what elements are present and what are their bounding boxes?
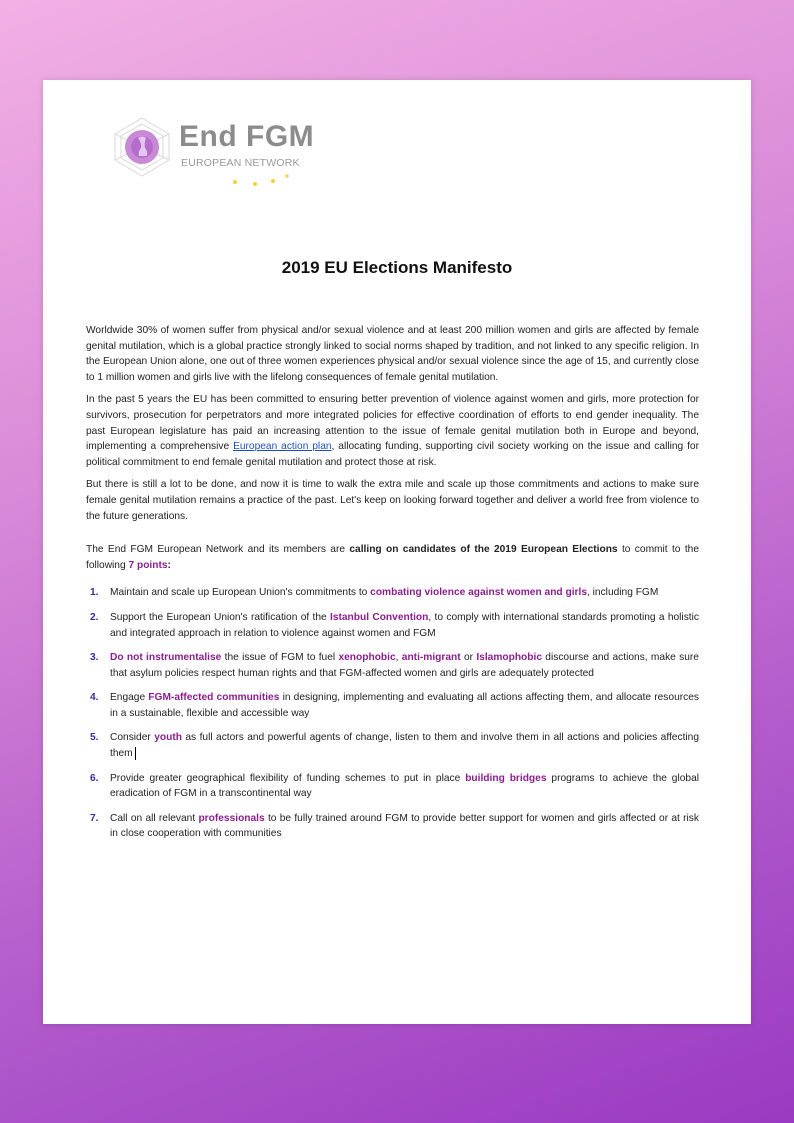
call-text: to commit to the following [86, 544, 699, 571]
list-item [86, 730, 699, 761]
stars-icon [169, 170, 289, 190]
item-text: to be fully trained around FGM to provide better support for women and girls affected or at risk in close cooperation with communities [110, 812, 699, 840]
list-item [86, 690, 699, 721]
item-highlight: xenophobic [338, 652, 396, 664]
item-text: or [460, 652, 477, 664]
item-highlight: combating violence against women and girls [370, 587, 587, 599]
item-text: Maintain and scale up European Union's commitments to [110, 587, 371, 599]
document-page [43, 80, 751, 1024]
item-text: Call on all relevant [110, 812, 199, 824]
item-text: as full actors and powerful agents of change, listen to them and involve them in all actions and policies affecting them [110, 732, 699, 760]
call-text: The End FGM European Network and its members are [86, 544, 350, 556]
item-highlight: Do not instrumentalise [110, 652, 222, 664]
item-number: 7. [90, 812, 99, 824]
item-text: discourse and actions, make sure that asylum policies respect human rights and that FGM-affected women and girls are adequately protected [110, 652, 699, 679]
call-bold-text: calling on candidates of the 2019 European Elections [349, 544, 618, 556]
page-title: 2019 EU Elections Manifesto [281, 258, 513, 277]
item-number: 2. [90, 611, 99, 623]
item-highlight: Islamophobic [476, 652, 542, 664]
list-item [86, 585, 699, 601]
item-highlight: professionals [198, 812, 265, 824]
item-number: 4. [90, 692, 99, 704]
manifesto-body [86, 323, 699, 851]
item-text: Support the European Union's ratification of the [110, 611, 330, 623]
paragraph-text: In the past 5 years the EU has been committed to ensuring better prevention of violence against women and girls, more protection for survivors, prosecution for perpetrators and more integrated policies for effective coordination of efforts to end gender inequality. The past European legislature has paid an increasing attention to the issue of female genital mutilation both in Europe and beyond, implementing a comprehensive [86, 394, 699, 453]
item-text: , [395, 652, 402, 664]
logo-title: End FGM [179, 120, 315, 153]
item-number: 5. [90, 732, 99, 744]
paragraph-text: , allocating funding, supporting civil society working on the issue and calling for political commitment to end female genital mutilation and protect those at risk. [86, 441, 699, 468]
item-text: Provide greater geographical flexibility of funding schemes to put in place [110, 772, 466, 784]
item-highlight: FGM-affected communities [148, 692, 280, 704]
item-text: the issue of FGM to fuel [221, 652, 339, 664]
points-count: 7 points [128, 559, 168, 571]
points-list [86, 585, 699, 842]
list-item [86, 771, 699, 802]
text-cursor [135, 747, 137, 760]
call-text: : [167, 559, 171, 571]
item-highlight: youth [154, 732, 182, 744]
paragraph-eu-commitment [86, 392, 699, 470]
list-item [86, 650, 699, 681]
item-number: 6. [90, 772, 99, 784]
item-text: , including FGM [587, 587, 659, 599]
end-fgm-logo [111, 110, 341, 192]
item-text: Consider [110, 732, 155, 744]
item-highlight: anti-migrant [401, 652, 461, 664]
item-highlight: building bridges [465, 772, 547, 784]
logo-subtitle: EUROPEAN NETWORK [181, 157, 300, 169]
item-number: 1. [90, 587, 99, 599]
item-highlight: Istanbul Convention [329, 611, 429, 623]
item-text: Engage [110, 692, 149, 704]
paragraph-call-to-action: But there is still a lot to be done, and now it is time to walk the extra mile and scale up those commitments and actions to make sure female genital mutilation remains a practice of the past. Let's keep on looking forward together and deliver a world free from violence to the future generations. [86, 479, 699, 522]
item-text: , to comply with international standards promoting a holistic and integrated approach in relation to violence against women and FGM [110, 611, 699, 639]
item-text: programs to achieve the global eradication of FGM in a transcontinental way [110, 772, 699, 800]
paragraph-intro: Worldwide 30% of women suffer from physical and/or sexual violence and at least 200 million women and girls are affected by female genital mutilation, which is a global practice strongly linked to social norms shaped by tradition, and not linked to any specific religion. In the European Union alone, one out of three women experiences physical and/or sexual violence since the age of 15, and currently close to 1 million women and girls live with the lifelong consequences of female genital mutilation. [86, 325, 699, 383]
list-item [86, 811, 699, 842]
call-on-candidates [86, 542, 699, 573]
item-number: 3. [90, 652, 99, 664]
item-text: in designing, implementing and evaluating all actions affecting them, and allocate resources in a sustainable, flexible and accessible way [110, 692, 699, 719]
logo-emblem-icon [111, 116, 173, 178]
list-item [86, 610, 699, 641]
european-action-plan-link[interactable]: European action plan [233, 441, 332, 453]
